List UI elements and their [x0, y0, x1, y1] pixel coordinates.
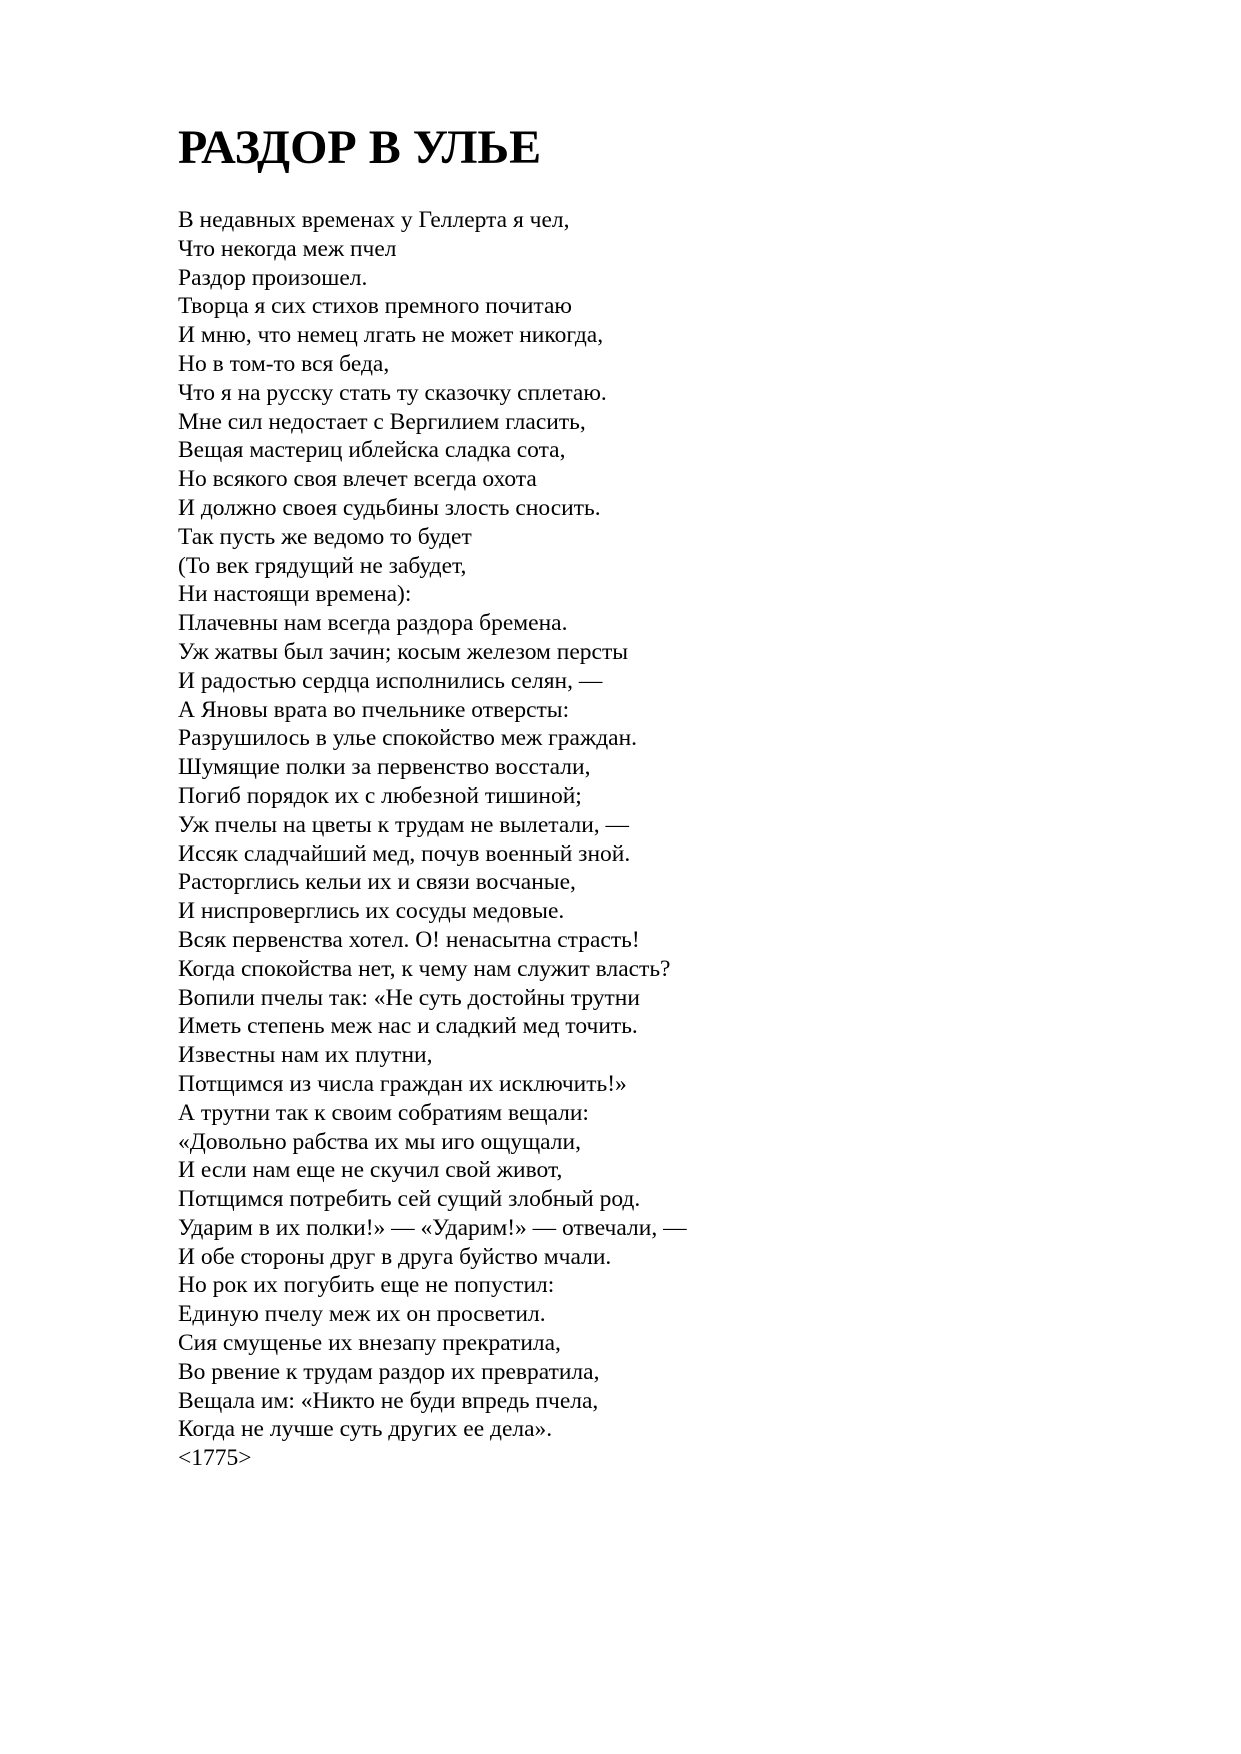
poem-line: Когда не лучше суть других ее дела». — [178, 1416, 553, 1443]
poem-line: Известны нам их плутни, — [178, 1042, 433, 1069]
poem-line: Ударим в их полки!» — «Ударим!» — отвечали, — — [178, 1214, 687, 1241]
poem-line: Расторглись кельи их и связи восчаные, — [178, 869, 576, 896]
poem-line: Иссяк сладчайший мед, почув военный зной. — [178, 840, 631, 867]
poem-line: Но в том-то вся беда, — [178, 350, 390, 377]
poem-line: Потщимся потребить сей сущий злобный род. — [178, 1186, 641, 1213]
poem-line: Мне сил недостает с Вергилием гласить, — [178, 408, 586, 435]
poem-line: Иметь степень меж нас и сладкий мед точить. — [178, 1013, 638, 1040]
poem-line: Когда спокойства нет, к чему нам служит власть? — [178, 955, 671, 982]
date-line: <1775> — [178, 1445, 252, 1472]
poem-line: Но рок их погубить еще не попустил: — [178, 1272, 555, 1299]
poem-line: Что некогда меж пчел — [178, 235, 397, 262]
poem-line: И если нам еще не скучил свой живот, — [178, 1157, 563, 1184]
poem-line: А трутни так к своим собратиям вещали: — [178, 1099, 589, 1126]
poem-line: Так пусть же ведомо то будет — [178, 523, 472, 550]
poem-line: И должно своея судьбины злость сносить. — [178, 494, 601, 521]
poem-body — [178, 206, 687, 1473]
poem-line: Шумящие полки за первенство восстали, — [178, 754, 591, 781]
poem-line: Ни настоящи времена): — [178, 581, 412, 608]
poem-line: Всяк первенства хотел. О! ненасытна страсть! — [178, 926, 640, 953]
poem-line: Во рвение к трудам раздор их превратила, — [178, 1358, 600, 1385]
poem-line: Плачевны нам всегда раздора бремена. — [178, 610, 568, 637]
poem-line: Единую пчелу меж их он просветил. — [178, 1301, 546, 1328]
poem-line: И ниспроверглись их сосуды медовые. — [178, 898, 565, 925]
poem-line: И обе стороны друг в друга буйство мчали. — [178, 1243, 612, 1270]
poem-line: Погиб порядок их с любезной тишиной; — [178, 782, 582, 809]
poem-line: Сия смущенье их внезапу прекратила, — [178, 1330, 561, 1357]
poem-line: Разрушилось в улье спокойство меж граждан. — [178, 725, 638, 752]
poem-line: Но всякого своя влечет всегда охота — [178, 466, 537, 493]
poem-line: Уж пчелы на цветы к трудам не вылетали, — — [178, 811, 630, 838]
poem-line: Вещая мастериц иблейска сладка сота, — [178, 437, 566, 464]
poem-line: Что я на русску стать ту сказочку сплетаю. — [178, 379, 607, 406]
poem-line: И мню, что немец лгать не может никогда, — [178, 322, 604, 349]
poem-line: (То век грядущий не забудет, — [178, 552, 467, 579]
poem-line: А Яновы врата во пчельнике отверсты: — [178, 696, 570, 723]
poem-line: Творца я сих стихов премного почитаю — [178, 293, 572, 320]
poem-line: И радостью сердца исполнились селян, — — [178, 667, 603, 694]
poem-title: РАЗДОР В УЛЬЕ — [178, 121, 542, 174]
poem-line: Раздор произошел. — [178, 264, 368, 291]
poem-line: Уж жатвы был зачин; косым железом персты — [178, 638, 629, 665]
poem-line: Вопили пчелы так: «Не суть достойны трутни — [178, 984, 640, 1011]
poem-line: Вещала им: «Никто не буди впредь пчела, — [178, 1387, 599, 1414]
poem-line: «Довольно рабства их мы иго ощущали, — [178, 1128, 581, 1155]
poem-line: В недавных временах у Геллерта я чел, — [178, 207, 570, 233]
poem-line: Потщимся из числа граждан их исключить!» — [178, 1070, 627, 1097]
